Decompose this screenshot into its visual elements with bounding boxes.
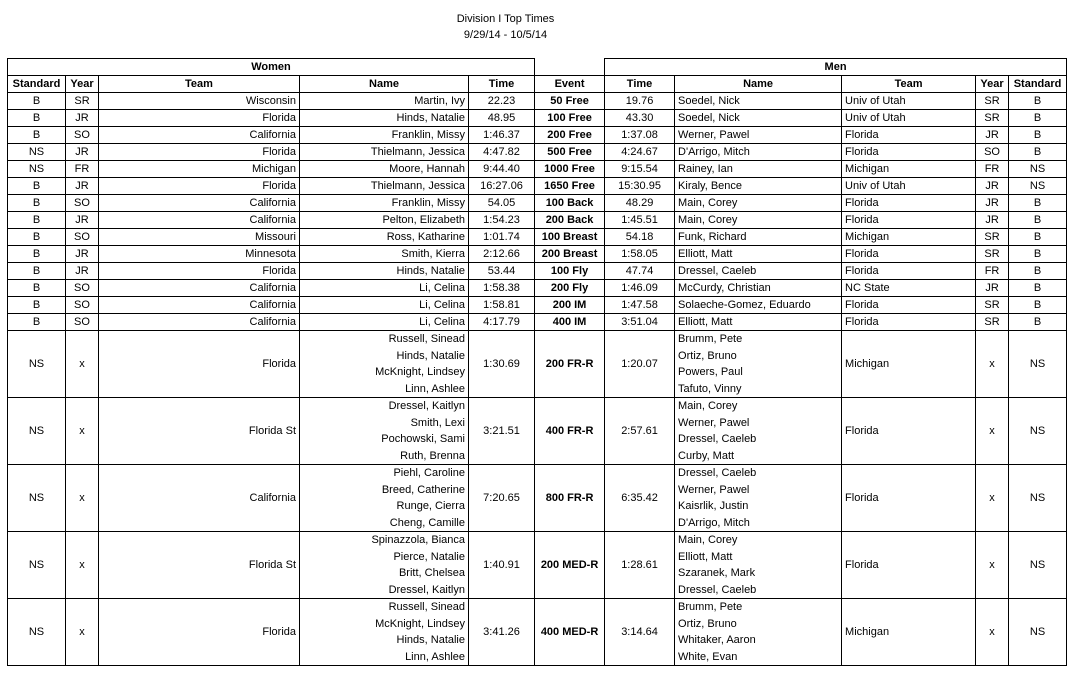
men-year: JR [976, 280, 1009, 297]
women-year: SO [66, 229, 99, 246]
col-standard: Standard [8, 76, 66, 93]
men-relay-names [675, 532, 842, 599]
table-row [8, 93, 1067, 110]
women-team: Missouri [99, 229, 300, 246]
women-time: 1:58.81 [469, 297, 535, 314]
women-standard: NS [8, 599, 66, 666]
relay-swimmer-name: Szaranek, Mark [678, 567, 756, 579]
event-name: 200 Free [535, 127, 605, 144]
men-team: Michigan [842, 161, 976, 178]
women-year: x [66, 532, 99, 599]
col-men-year: Year [976, 76, 1009, 93]
men-standard: B [1009, 212, 1067, 229]
table-row [8, 144, 1067, 161]
women-time: 9:44.40 [469, 161, 535, 178]
women-standard: B [8, 263, 66, 280]
men-team: Michigan [842, 599, 976, 666]
women-year: x [66, 465, 99, 532]
relay-swimmer-name: Russell, Sinead [388, 601, 465, 613]
men-group-header: Men [605, 59, 1067, 76]
col-men-team: Team [842, 76, 976, 93]
women-name: Li, Celina [300, 297, 469, 314]
women-standard: NS [8, 161, 66, 178]
women-team: California [99, 127, 300, 144]
women-year: JR [66, 144, 99, 161]
women-standard: B [8, 297, 66, 314]
men-year: SO [976, 144, 1009, 161]
men-team: Florida [842, 212, 976, 229]
women-time: 4:47.82 [469, 144, 535, 161]
event-name: 800 FR-R [535, 465, 605, 532]
women-relay-names [300, 398, 469, 465]
men-year: SR [976, 246, 1009, 263]
women-standard: NS [8, 532, 66, 599]
women-team: California [99, 195, 300, 212]
relay-swimmer-name: Brumm, Pete [678, 601, 743, 613]
men-team: NC State [842, 280, 976, 297]
men-standard: B [1009, 246, 1067, 263]
relay-swimmer-name: White, Evan [678, 650, 738, 663]
men-time: 54.18 [605, 229, 675, 246]
women-relay-names [300, 331, 469, 398]
women-time: 53.44 [469, 263, 535, 280]
women-year: JR [66, 178, 99, 195]
men-time: 3:14.64 [605, 599, 675, 666]
men-year: SR [976, 297, 1009, 314]
relay-swimmer-name: Linn, Ashlee [405, 650, 465, 663]
women-relay-names [300, 599, 469, 666]
women-team: Florida [99, 599, 300, 666]
women-relay-names [300, 465, 469, 532]
women-team: California [99, 280, 300, 297]
men-time: 1:47.58 [605, 297, 675, 314]
women-year: SO [66, 297, 99, 314]
relay-swimmer-name: Dressel, Caeleb [678, 583, 757, 596]
men-time: 1:58.05 [605, 246, 675, 263]
women-name: Li, Celina [300, 314, 469, 331]
event-name: 100 Fly [535, 263, 605, 280]
relay-swimmer-name: Dressel, Caeleb [678, 433, 757, 445]
relay-swimmer-name: Cheng, Camille [389, 516, 465, 529]
women-time: 1:54.23 [469, 212, 535, 229]
relay-swimmer-name: Dressel, Kaitlyn [388, 583, 465, 596]
men-team: Univ of Utah [842, 93, 976, 110]
women-year: JR [66, 212, 99, 229]
men-standard: B [1009, 144, 1067, 161]
men-team: Florida [842, 398, 976, 465]
relay-swimmer-name: Breed, Catherine [381, 483, 465, 496]
men-name: Dressel, Caeleb [675, 263, 842, 280]
relay-swimmer-name: Dressel, Caeleb [678, 467, 757, 479]
men-standard: B [1009, 263, 1067, 280]
women-year: FR [66, 161, 99, 178]
men-time: 1:46.09 [605, 280, 675, 297]
men-year: x [976, 532, 1009, 599]
col-men-standard: Standard [1009, 76, 1067, 93]
women-name: Hinds, Natalie [300, 110, 469, 127]
men-year: x [976, 599, 1009, 666]
men-year: JR [976, 178, 1009, 195]
women-standard: NS [8, 331, 66, 398]
relay-swimmer-name: Curby, Matt [678, 449, 735, 462]
men-time: 4:24.67 [605, 144, 675, 161]
men-team: Univ of Utah [842, 110, 976, 127]
event-name: 100 Back [535, 195, 605, 212]
event-name: 200 Back [535, 212, 605, 229]
men-relay-names [675, 331, 842, 398]
women-team: California [99, 212, 300, 229]
relay-row [8, 599, 1067, 666]
men-name: D'Arrigo, Mitch [675, 144, 842, 161]
relay-swimmer-name: Main, Corey [678, 534, 738, 546]
men-name: Elliott, Matt [675, 314, 842, 331]
table-row [8, 195, 1067, 212]
relay-row [8, 331, 1067, 398]
women-time: 1:58.38 [469, 280, 535, 297]
men-team: Florida [842, 246, 976, 263]
men-team: Michigan [842, 331, 976, 398]
page-title: Division I Top Times [456, 13, 555, 25]
table-row [8, 297, 1067, 314]
men-time: 1:28.61 [605, 532, 675, 599]
women-time: 1:30.69 [469, 331, 535, 398]
relay-row [8, 532, 1067, 599]
men-standard: NS [1009, 532, 1067, 599]
men-standard: NS [1009, 599, 1067, 666]
relay-swimmer-name: Ortiz, Bruno [678, 617, 737, 630]
women-year: JR [66, 263, 99, 280]
relay-row [8, 465, 1067, 532]
men-time: 47.74 [605, 263, 675, 280]
women-standard: NS [8, 398, 66, 465]
women-name: Franklin, Missy [300, 127, 469, 144]
event-name: 100 Free [535, 110, 605, 127]
women-team: Florida [99, 263, 300, 280]
men-name: Rainey, Ian [675, 161, 842, 178]
men-relay-names [675, 398, 842, 465]
women-year: JR [66, 110, 99, 127]
men-year: SR [976, 229, 1009, 246]
relay-swimmer-name: Tafuto, Vinny [678, 382, 742, 395]
men-year: SR [976, 314, 1009, 331]
table-row [8, 161, 1067, 178]
women-time: 3:41.26 [469, 599, 535, 666]
relay-swimmer-name: Britt, Chelsea [398, 567, 465, 579]
women-team: California [99, 465, 300, 532]
col-event: Event [535, 76, 605, 93]
women-name: Ross, Katharine [300, 229, 469, 246]
women-team: Florida [99, 178, 300, 195]
table-row [8, 127, 1067, 144]
women-time: 54.05 [469, 195, 535, 212]
men-name: Solaeche-Gomez, Eduardo [675, 297, 842, 314]
women-standard: B [8, 110, 66, 127]
event-name: 200 Fly [535, 280, 605, 297]
relay-swimmer-name: Ruth, Brenna [400, 449, 465, 462]
women-name: Martin, Ivy [300, 93, 469, 110]
women-name: Franklin, Missy [300, 195, 469, 212]
relay-swimmer-name: Main, Corey [678, 400, 738, 412]
women-standard: B [8, 229, 66, 246]
men-team: Univ of Utah [842, 178, 976, 195]
men-year: x [976, 331, 1009, 398]
relay-swimmer-name: Elliott, Matt [678, 550, 733, 563]
col-name: Name [300, 76, 469, 93]
women-standard: B [8, 212, 66, 229]
men-standard: B [1009, 314, 1067, 331]
women-year: SR [66, 93, 99, 110]
men-team: Florida [842, 195, 976, 212]
relay-swimmer-name: Whitaker, Aaron [678, 634, 756, 646]
men-time: 1:20.07 [605, 331, 675, 398]
women-year: x [66, 331, 99, 398]
results-table [7, 58, 1067, 666]
table-row [8, 280, 1067, 297]
women-name: Thielmann, Jessica [300, 144, 469, 161]
women-time: 2:12.66 [469, 246, 535, 263]
men-standard: B [1009, 110, 1067, 127]
relay-swimmer-name: Hinds, Natalie [396, 634, 465, 646]
women-team: Minnesota [99, 246, 300, 263]
women-standard: B [8, 178, 66, 195]
women-time: 48.95 [469, 110, 535, 127]
men-standard: B [1009, 297, 1067, 314]
relay-swimmer-name: Pochowski, Sami [381, 433, 465, 445]
men-name: Elliott, Matt [675, 246, 842, 263]
event-name: 400 FR-R [535, 398, 605, 465]
relay-swimmer-name: Piehl, Caroline [393, 467, 465, 479]
women-year: x [66, 398, 99, 465]
event-name: 100 Breast [535, 229, 605, 246]
women-standard: B [8, 246, 66, 263]
relay-swimmer-name: Kaisrlik, Justin [678, 500, 749, 512]
relay-swimmer-name: D'Arrigo, Mitch [678, 516, 750, 529]
men-standard: B [1009, 93, 1067, 110]
men-standard: NS [1009, 465, 1067, 532]
women-time: 1:01.74 [469, 229, 535, 246]
relay-swimmer-name: Smith, Lexi [410, 416, 465, 429]
men-year: x [976, 398, 1009, 465]
men-time: 6:35.42 [605, 465, 675, 532]
relay-swimmer-name: Pierce, Natalie [393, 550, 465, 563]
women-time: 4:17.79 [469, 314, 535, 331]
men-standard: B [1009, 195, 1067, 212]
women-group-header: Women [8, 59, 535, 76]
event-name: 200 Breast [535, 246, 605, 263]
women-standard: NS [8, 144, 66, 161]
relay-swimmer-name: Dressel, Kaitlyn [388, 400, 465, 412]
men-team: Florida [842, 144, 976, 161]
men-time: 2:57.61 [605, 398, 675, 465]
men-standard: B [1009, 280, 1067, 297]
men-name: Soedel, Nick [675, 93, 842, 110]
relay-swimmer-name: Werner, Pawel [678, 483, 750, 496]
men-year: JR [976, 127, 1009, 144]
women-name: Thielmann, Jessica [300, 178, 469, 195]
women-standard: NS [8, 465, 66, 532]
women-team: Michigan [99, 161, 300, 178]
men-team: Florida [842, 127, 976, 144]
women-name: Moore, Hannah [300, 161, 469, 178]
women-year: x [66, 599, 99, 666]
col-men-name: Name [675, 76, 842, 93]
women-time: 3:21.51 [469, 398, 535, 465]
women-name: Pelton, Elizabeth [300, 212, 469, 229]
table-row [8, 212, 1067, 229]
table-row [8, 314, 1067, 331]
women-standard: B [8, 195, 66, 212]
event-name: 500 Free [535, 144, 605, 161]
women-standard: B [8, 93, 66, 110]
men-team: Florida [842, 314, 976, 331]
women-team: Florida [99, 144, 300, 161]
women-team: Florida [99, 331, 300, 398]
event-name: 400 IM [535, 314, 605, 331]
col-time: Time [469, 76, 535, 93]
men-team: Florida [842, 465, 976, 532]
women-year: SO [66, 127, 99, 144]
men-time: 48.29 [605, 195, 675, 212]
men-time: 1:37.08 [605, 127, 675, 144]
men-time: 43.30 [605, 110, 675, 127]
men-name: Kiraly, Bence [675, 178, 842, 195]
relay-swimmer-name: Hinds, Natalie [396, 349, 465, 362]
table-row [8, 263, 1067, 280]
women-standard: B [8, 127, 66, 144]
table-row [8, 246, 1067, 263]
table-row [8, 110, 1067, 127]
group-gap [535, 59, 605, 76]
women-year: SO [66, 314, 99, 331]
women-team: California [99, 297, 300, 314]
relay-swimmer-name: Powers, Paul [678, 366, 743, 378]
women-team: Wisconsin [99, 93, 300, 110]
men-name: Werner, Pawel [675, 127, 842, 144]
men-standard: B [1009, 127, 1067, 144]
relay-swimmer-name: Brumm, Pete [678, 333, 743, 345]
men-standard: NS [1009, 331, 1067, 398]
men-year: SR [976, 93, 1009, 110]
women-team: California [99, 314, 300, 331]
relay-swimmer-name: Russell, Sinead [388, 333, 465, 345]
women-time: 1:46.37 [469, 127, 535, 144]
men-time: 9:15.54 [605, 161, 675, 178]
men-team: Florida [842, 532, 976, 599]
relay-swimmer-name: McKnight, Lindsey [375, 617, 465, 630]
men-time: 3:51.04 [605, 314, 675, 331]
men-name: Main, Corey [675, 195, 842, 212]
men-year: FR [976, 161, 1009, 178]
men-team: Florida [842, 297, 976, 314]
relay-swimmer-name: Runge, Cierra [396, 500, 465, 512]
men-standard: NS [1009, 398, 1067, 465]
event-name: 50 Free [535, 93, 605, 110]
women-time: 1:40.91 [469, 532, 535, 599]
women-team: Florida St [99, 398, 300, 465]
relay-row [8, 398, 1067, 465]
men-name: Soedel, Nick [675, 110, 842, 127]
women-team: Florida [99, 110, 300, 127]
women-name: Li, Celina [300, 280, 469, 297]
men-year: x [976, 465, 1009, 532]
col-year: Year [66, 76, 99, 93]
women-year: JR [66, 246, 99, 263]
event-name: 400 MED-R [535, 599, 605, 666]
col-team: Team [99, 76, 300, 93]
relay-swimmer-name: Werner, Pawel [678, 416, 750, 429]
relay-swimmer-name: Linn, Ashlee [405, 382, 465, 395]
men-relay-names [675, 599, 842, 666]
men-name: Main, Corey [675, 212, 842, 229]
men-year: FR [976, 263, 1009, 280]
women-team: Florida St [99, 532, 300, 599]
event-name: 1000 Free [535, 161, 605, 178]
women-time: 16:27.06 [469, 178, 535, 195]
women-name: Smith, Kierra [300, 246, 469, 263]
men-time: 15:30.95 [605, 178, 675, 195]
event-name: 200 IM [535, 297, 605, 314]
event-name: 1650 Free [535, 178, 605, 195]
col-men-time: Time [605, 76, 675, 93]
men-standard: NS [1009, 178, 1067, 195]
men-team: Michigan [842, 229, 976, 246]
men-standard: B [1009, 229, 1067, 246]
women-time: 7:20.65 [469, 465, 535, 532]
event-name: 200 MED-R [535, 532, 605, 599]
event-name: 200 FR-R [535, 331, 605, 398]
men-relay-names [675, 465, 842, 532]
men-name: Funk, Richard [675, 229, 842, 246]
men-time: 1:45.51 [605, 212, 675, 229]
women-standard: B [8, 314, 66, 331]
women-year: SO [66, 195, 99, 212]
women-year: SO [66, 280, 99, 297]
men-name: McCurdy, Christian [675, 280, 842, 297]
relay-swimmer-name: McKnight, Lindsey [375, 366, 465, 378]
men-year: SR [976, 110, 1009, 127]
date-range: 9/29/14 - 10/5/14 [463, 29, 548, 41]
women-standard: B [8, 280, 66, 297]
men-standard: NS [1009, 161, 1067, 178]
table-row [8, 178, 1067, 195]
men-year: JR [976, 195, 1009, 212]
women-name: Hinds, Natalie [300, 263, 469, 280]
table-row [8, 229, 1067, 246]
women-relay-names [300, 532, 469, 599]
relay-swimmer-name: Ortiz, Bruno [678, 349, 737, 362]
men-time: 19.76 [605, 93, 675, 110]
relay-swimmer-name: Spinazzola, Bianca [371, 534, 465, 546]
men-year: JR [976, 212, 1009, 229]
women-time: 22.23 [469, 93, 535, 110]
men-team: Florida [842, 263, 976, 280]
